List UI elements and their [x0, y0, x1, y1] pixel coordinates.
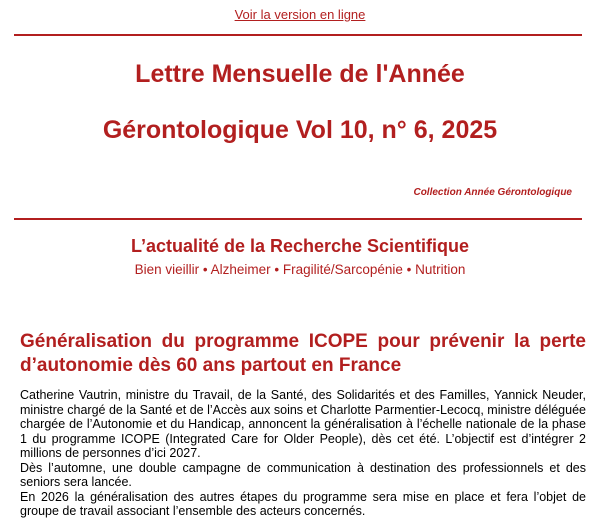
article-paragraph-1: Catherine Vautrin, ministre du Travail, de la Santé, des Solidarités et des Familles, Yannick Neuder, ministre chargé de la Santé et de l’Accès aux soins et Charlotte Parmentier-Lecocq, ministre déléguée chargée de l’Autonomie et du Handicap, annoncent la généralisation à l’échelle nationale de la phase 1 du programme ICOPE (Integrated Care for Older People), dès cet été. L’objectif est d’intégrer 2 millions de personnes d’ici 2027.	[20, 388, 586, 460]
top-divider	[14, 34, 582, 36]
section-title: L’actualité de la Recherche Scientifique	[130, 236, 470, 256]
section-divider	[14, 218, 582, 220]
article-body	[20, 388, 586, 519]
article-title: Généralisation du programme ICOPE pour prévenir la perte d’autonomie dès 60 ans partout en France	[20, 331, 586, 376]
section-topics: Bien vieillir • Alzheimer • Fragilité/Sarcopénie • Nutrition	[134, 262, 466, 277]
article-paragraph-2: Dès l’automne, une double campagne de communication à destination des professionnels et des seniors sera lancée.	[20, 460, 586, 489]
newsletter-title-line1: Lettre Mensuelle de l'Année	[135, 60, 465, 88]
collection-label: Collection Année Gérontologique	[413, 187, 572, 198]
newsletter-title-line2: Gérontologique Vol 10, n° 6, 2025	[102, 116, 498, 144]
article-paragraph-3: En 2026 la généralisation des autres étapes du programme sera mise en place et fera l’objet de groupe de travail associant l’ensemble des acteurs concernés.	[20, 489, 586, 518]
view-online-link[interactable]: Voir la version en ligne	[234, 7, 366, 22]
